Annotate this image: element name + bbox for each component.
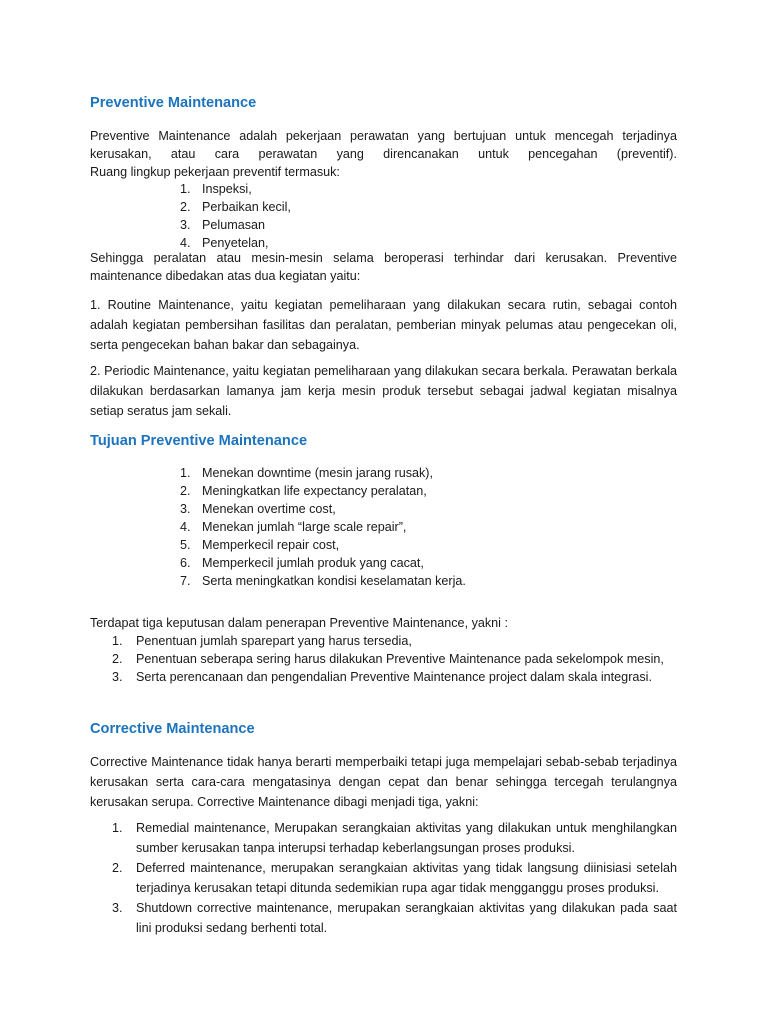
heading-preventive-maintenance: Preventive Maintenance	[90, 95, 257, 111]
after-list-paragraph: Sehingga peralatan atau mesin-mesin selama beroperasi terhindar dari kerusakan. Preventive maintenance dibedakan atas dua kegiatan yaitu:	[90, 251, 677, 283]
list-item: 1. Penentuan jumlah sparepart yang harus tersedia,	[112, 634, 412, 648]
routine-maintenance-paragraph: 1. Routine Maintenance, yaitu kegiatan pemeliharaan yang dilakukan secara rutin, sebagai contoh adalah kegiatan pembersihan fasilitas dan peralatan, pemberian minyak pelumas atau pengecekan oli, serta pengecekan bahan bakar dan sebagainya.	[90, 298, 677, 352]
list-item: 3. Menekan overtime cost,	[180, 502, 336, 516]
decisions-intro: Terdapat tiga keputusan dalam penerapan Preventive Maintenance, yakni :	[90, 616, 508, 630]
list-item: 2. Meningkatkan life expectancy peralatan,	[180, 484, 427, 498]
intro-line-2: kerusakan, atau cara perawatan yang direncanakan untuk pencegahan (preventif).	[90, 147, 677, 161]
intro-line-1: Preventive Maintenance adalah pekerjaan perawatan yang bertujuan untuk mencegah terjadinya	[90, 129, 677, 143]
list-item: 2. Deferred maintenance, merupakan serangkaian aktivitas yang tidak langsung diinisiasi setelah terjadinya kerusakan tetapi ditunda sedemikian rupa agar tidak mengganggu proses produksi.	[112, 861, 677, 895]
list-item: 5. Memperkecil repair cost,	[180, 538, 340, 552]
list-item: 3. Serta perencanaan dan pengendalian Preventive Maintenance project dalam skala integrasi.	[112, 670, 652, 684]
preventive-intro	[90, 127, 677, 181]
scope-list	[90, 180, 677, 252]
heading-tujuan-preventive-maintenance: Tujuan Preventive Maintenance	[90, 433, 308, 449]
goals-list	[90, 464, 677, 590]
list-item: 2. Perbaikan kecil,	[180, 200, 291, 214]
list-item: 3. Shutdown corrective maintenance, merupakan serangkaian aktivitas yang dilakukan pada saat lini produksi sedang berhenti total.	[112, 901, 677, 935]
list-item: 1. Menekan downtime (mesin jarang rusak),	[180, 466, 433, 480]
list-item: 7. Serta meningkatkan kondisi keselamatan kerja.	[180, 574, 466, 588]
decisions-list	[90, 632, 677, 686]
list-item: 1. Inspeksi,	[180, 182, 252, 196]
intro-line-3: Ruang lingkup pekerjaan preventif termasuk:	[90, 165, 340, 179]
periodic-maintenance-paragraph: 2. Periodic Maintenance, yaitu kegiatan pemeliharaan yang dilakukan secara berkala. Perawatan berkala dilakukan berdasarkan lamanya jam kerja mesin produk tersebut sebagai jadwal kegiatan misalnya setiap seratus jam sekali.	[90, 364, 677, 418]
list-item: 2. Penentuan seberapa sering harus dilakukan Preventive Maintenance pada sekelompok mesin,	[112, 652, 664, 666]
list-item: 3. Pelumasan	[180, 218, 266, 232]
list-item: 1. Remedial maintenance, Merupakan serangkaian aktivitas yang dilakukan untuk menghilangkan sumber kerusakan tanpa interupsi terhadap keberlangsungan proses produksi.	[112, 821, 677, 855]
list-item: 6. Memperkecil jumlah produk yang cacat,	[180, 556, 424, 570]
list-item: 4. Penyetelan,	[180, 236, 269, 250]
heading-corrective-maintenance: Corrective Maintenance	[90, 721, 255, 737]
corrective-types-list	[90, 818, 677, 938]
list-item: 4. Menekan jumlah “large scale repair”,	[180, 520, 407, 534]
corrective-intro: Corrective Maintenance tidak hanya berarti memperbaiki tetapi juga mempelajari sebab-sebab terjadinya kerusakan serta cara-cara mengatasinya dengan cepat dan benar sehingga tercegah terulangnya kerusakan serupa. Corrective Maintenance dibagi menjadi tiga, yakni:	[90, 755, 677, 809]
